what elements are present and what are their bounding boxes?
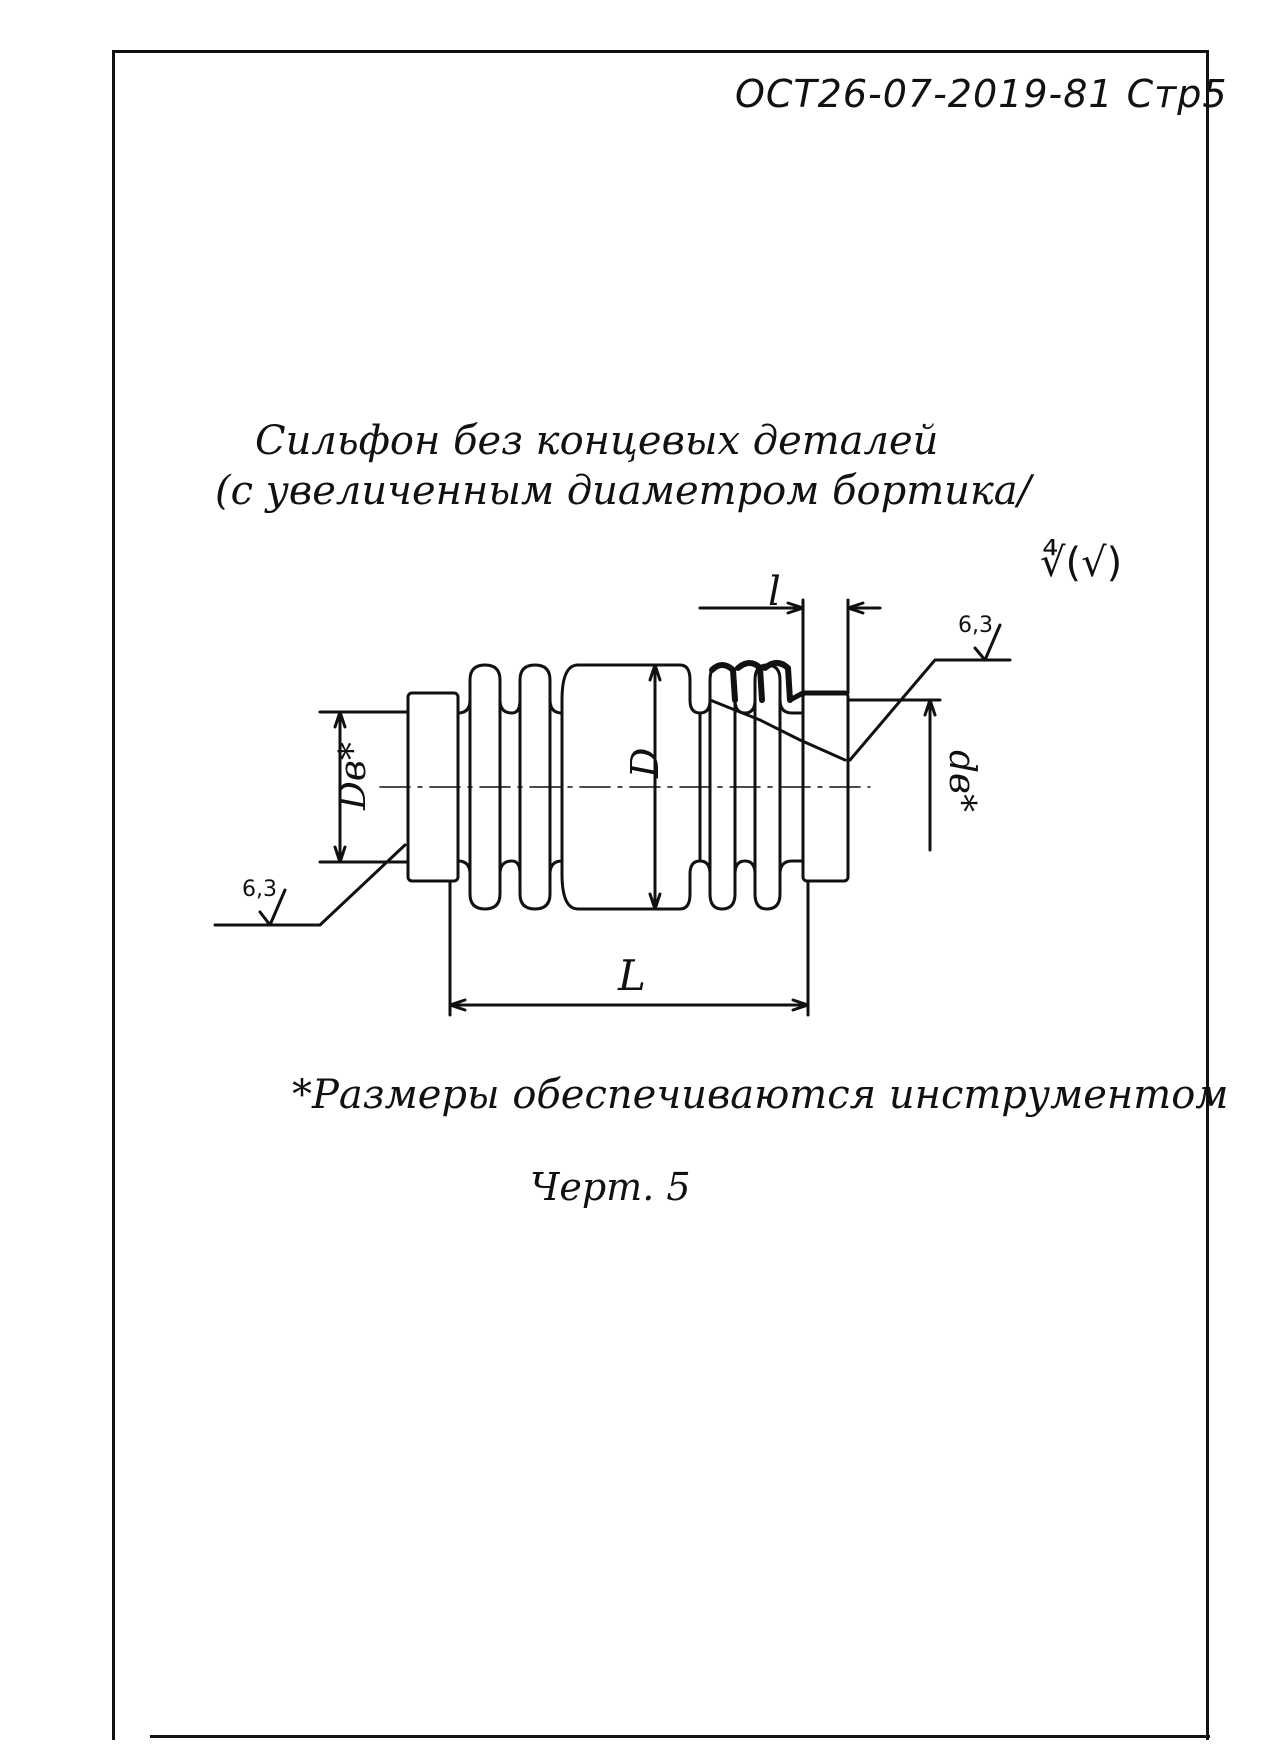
figure-caption: Черт. 5	[530, 1165, 691, 1209]
footnote: *Размеры обеспечиваются инструментом	[292, 1072, 1229, 1118]
drawing-title-line1: Сильфон без концевых деталей	[255, 418, 939, 464]
label-db: dв*	[941, 750, 982, 812]
left-convolutions-top	[458, 665, 578, 713]
section-cut-line	[710, 700, 845, 760]
label-Db: Dв*	[333, 742, 374, 810]
general-roughness-symbol: ∜(√)	[1040, 540, 1123, 586]
right-convolutions-bottom	[700, 861, 803, 909]
document-number: ОСТ26-07-2019-81 Стр5	[735, 72, 1228, 116]
left-convolutions-bottom	[458, 861, 578, 909]
drawing-title-line2: (с увеличенным диаметром бортика/	[215, 468, 1032, 514]
label-L: L	[618, 951, 646, 1000]
label-D: D	[623, 747, 667, 778]
roughness-value-right: 6,3	[958, 613, 993, 638]
label-l-small: l	[768, 569, 781, 615]
roughness-value-left: 6,3	[242, 877, 277, 902]
